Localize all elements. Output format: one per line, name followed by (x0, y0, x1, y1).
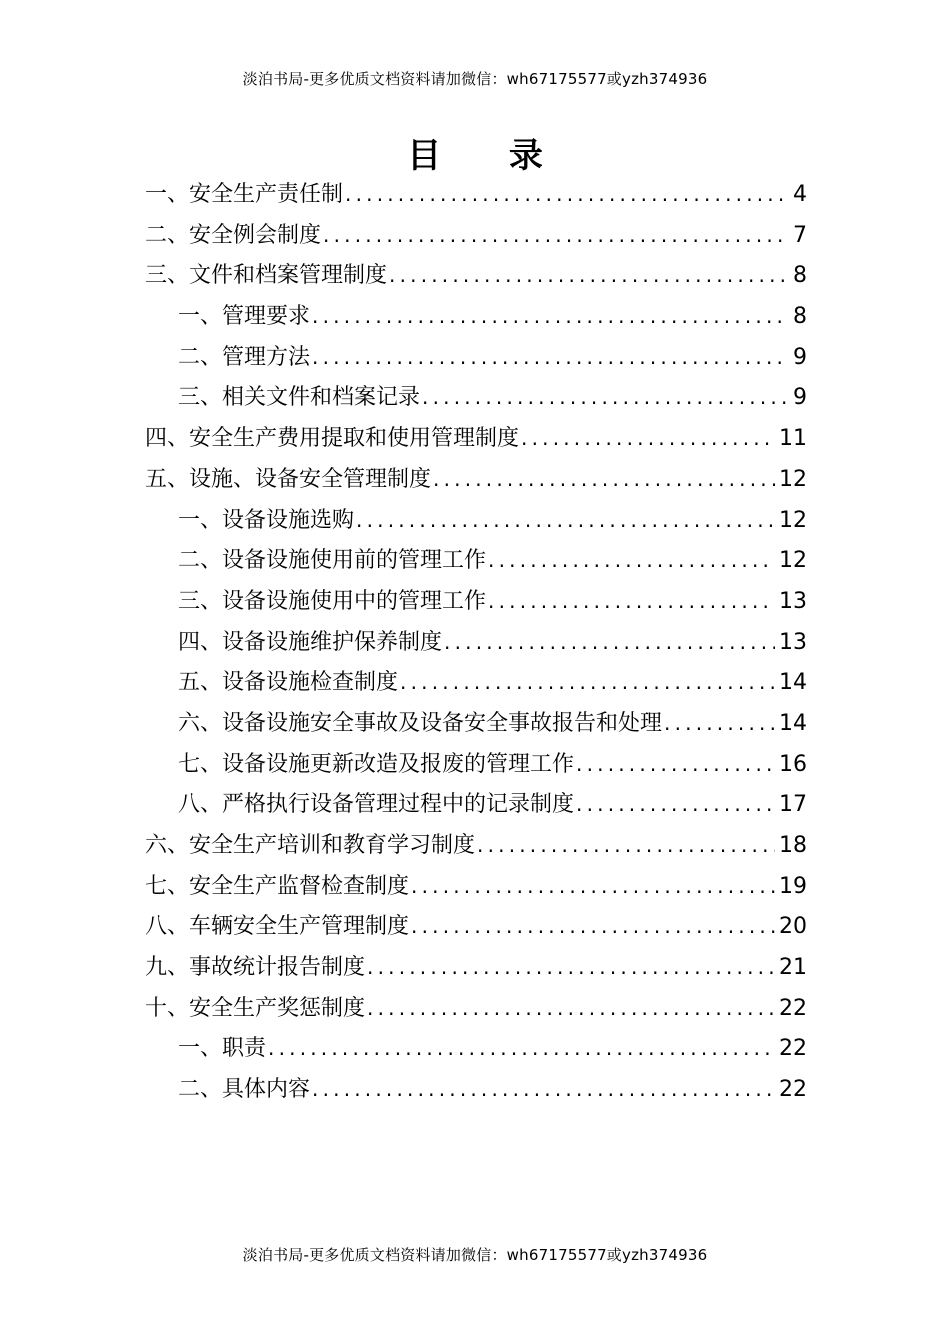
toc-entry-label: 六、安全生产培训和教育学习制度 (145, 833, 476, 858)
toc-entry[interactable] (145, 500, 807, 541)
toc-entry-page-number: 8 (793, 263, 807, 289)
toc-entry[interactable] (145, 377, 807, 418)
footer-watermark-note: 淡泊书局-更多优质文档资料请加微信：wh67175577或yzh374936 (242, 1246, 708, 1264)
toc-entry[interactable] (145, 1069, 807, 1110)
header-watermark-note: 淡泊书局-更多优质文档资料请加微信：wh67175577或yzh374936 (242, 70, 708, 88)
toc-entry-label: 三、设备设施使用中的管理工作 (178, 588, 487, 614)
toc-entry[interactable] (145, 296, 807, 337)
toc-entry[interactable] (145, 662, 807, 703)
toc-entry[interactable] (145, 988, 807, 1029)
toc-leader-dots (477, 825, 775, 866)
toc-entry-label: 二、设备设施使用前的管理工作 (178, 548, 487, 574)
toc-leader-dots (664, 703, 775, 744)
toc-entry-page-number: 9 (793, 344, 807, 370)
toc-entry[interactable] (145, 906, 807, 947)
toc-leader-dots (576, 744, 775, 785)
toc-leader-dots (389, 255, 789, 296)
toc-entry-label: 四、设备设施维护保养制度 (178, 629, 443, 655)
toc-leader-dots (422, 377, 789, 418)
toc-leader-dots (433, 459, 775, 500)
toc-leader-dots (367, 947, 775, 988)
toc-entry[interactable] (145, 215, 807, 256)
toc-leader-dots (444, 622, 775, 663)
toc-leader-dots (521, 418, 775, 459)
toc-entry-label: 五、设施、设备安全管理制度 (145, 466, 432, 492)
toc-entry-page-number: 12 (779, 507, 807, 533)
toc-entry-page-number: 9 (793, 385, 807, 411)
toc-leader-dots (367, 988, 775, 1029)
toc-entry-page-number: 21 (779, 955, 807, 981)
toc-entry-page-number: 16 (779, 751, 807, 777)
toc-entry[interactable] (145, 622, 807, 663)
toc-entry-page-number: 11 (779, 426, 807, 452)
toc-entry-label: 二、安全例会制度 (145, 222, 322, 248)
toc-entry[interactable] (145, 703, 807, 744)
toc-entry-label: 七、设备设施更新改造及报废的管理工作 (178, 751, 575, 777)
page-title: 目 录 (407, 136, 571, 176)
toc-entry-page-number: 20 (779, 914, 807, 940)
toc-entry-page-number: 4 (793, 182, 807, 207)
toc-entry-label: 四、安全生产费用提取和使用管理制度 (145, 426, 520, 452)
toc-leader-dots (576, 784, 775, 825)
toc-leader-dots (312, 1069, 775, 1110)
table-of-contents (145, 174, 807, 1110)
toc-entry[interactable] (145, 540, 807, 581)
toc-entry[interactable] (145, 174, 807, 215)
toc-entry-page-number: 19 (779, 873, 807, 899)
toc-entry-page-number: 12 (779, 548, 807, 574)
toc-entry-label: 一、设备设施选购 (178, 507, 355, 533)
toc-entry[interactable] (145, 866, 807, 907)
toc-entry-page-number: 8 (793, 304, 807, 330)
toc-entry-label: 七、安全生产监督检查制度 (145, 873, 410, 899)
toc-leader-dots (323, 215, 789, 256)
toc-leader-dots (312, 337, 789, 378)
toc-entry[interactable] (145, 1028, 807, 1069)
toc-leader-dots (312, 296, 789, 337)
toc-entry[interactable] (145, 418, 807, 459)
toc-entry-page-number: 22 (779, 1077, 807, 1103)
toc-leader-dots (411, 906, 775, 947)
toc-entry-page-number: 22 (779, 1036, 807, 1062)
toc-entry[interactable] (145, 581, 807, 622)
toc-entry[interactable] (145, 825, 807, 866)
toc-entry-label: 二、管理方法 (178, 344, 311, 370)
toc-entry[interactable] (145, 459, 807, 500)
toc-entry-page-number: 17 (779, 792, 807, 818)
toc-entry[interactable] (145, 947, 807, 988)
toc-leader-dots (488, 581, 775, 622)
toc-entry-page-number: 13 (779, 629, 807, 655)
toc-entry-label: 六、设备设施安全事故及设备安全事故报告和处理 (178, 710, 663, 736)
toc-entry[interactable] (145, 744, 807, 785)
toc-entry-page-number: 14 (779, 710, 807, 736)
toc-entry-label: 一、职责 (178, 1036, 267, 1062)
toc-entry-page-number: 14 (779, 670, 807, 696)
toc-entry-page-number: 18 (779, 833, 807, 858)
toc-entry-label: 八、严格执行设备管理过程中的记录制度 (178, 792, 575, 818)
toc-entry-label: 五、设备设施检查制度 (178, 670, 399, 696)
toc-leader-dots (400, 662, 775, 703)
toc-entry-label: 十、安全生产奖惩制度 (145, 995, 366, 1021)
toc-entry[interactable] (145, 255, 807, 296)
toc-entry-label: 九、事故统计报告制度 (145, 955, 366, 981)
toc-entry[interactable] (145, 784, 807, 825)
toc-entry-page-number: 7 (793, 222, 807, 248)
toc-entry-label: 一、管理要求 (178, 304, 311, 330)
toc-entry-label: 三、文件和档案管理制度 (145, 263, 388, 289)
toc-leader-dots (488, 540, 775, 581)
toc-entry-page-number: 12 (779, 466, 807, 492)
toc-leader-dots (411, 866, 775, 907)
toc-entry-page-number: 13 (779, 588, 807, 614)
toc-entry[interactable] (145, 337, 807, 378)
toc-entry-label: 二、具体内容 (178, 1077, 311, 1103)
toc-entry-label: 三、相关文件和档案记录 (178, 385, 421, 411)
toc-entry-label: 八、车辆安全生产管理制度 (145, 914, 410, 940)
toc-leader-dots (268, 1028, 775, 1069)
toc-entry-page-number: 22 (779, 995, 807, 1021)
toc-entry-label: 一、安全生产责任制 (145, 182, 344, 207)
toc-leader-dots (345, 174, 789, 215)
toc-leader-dots (356, 500, 775, 541)
